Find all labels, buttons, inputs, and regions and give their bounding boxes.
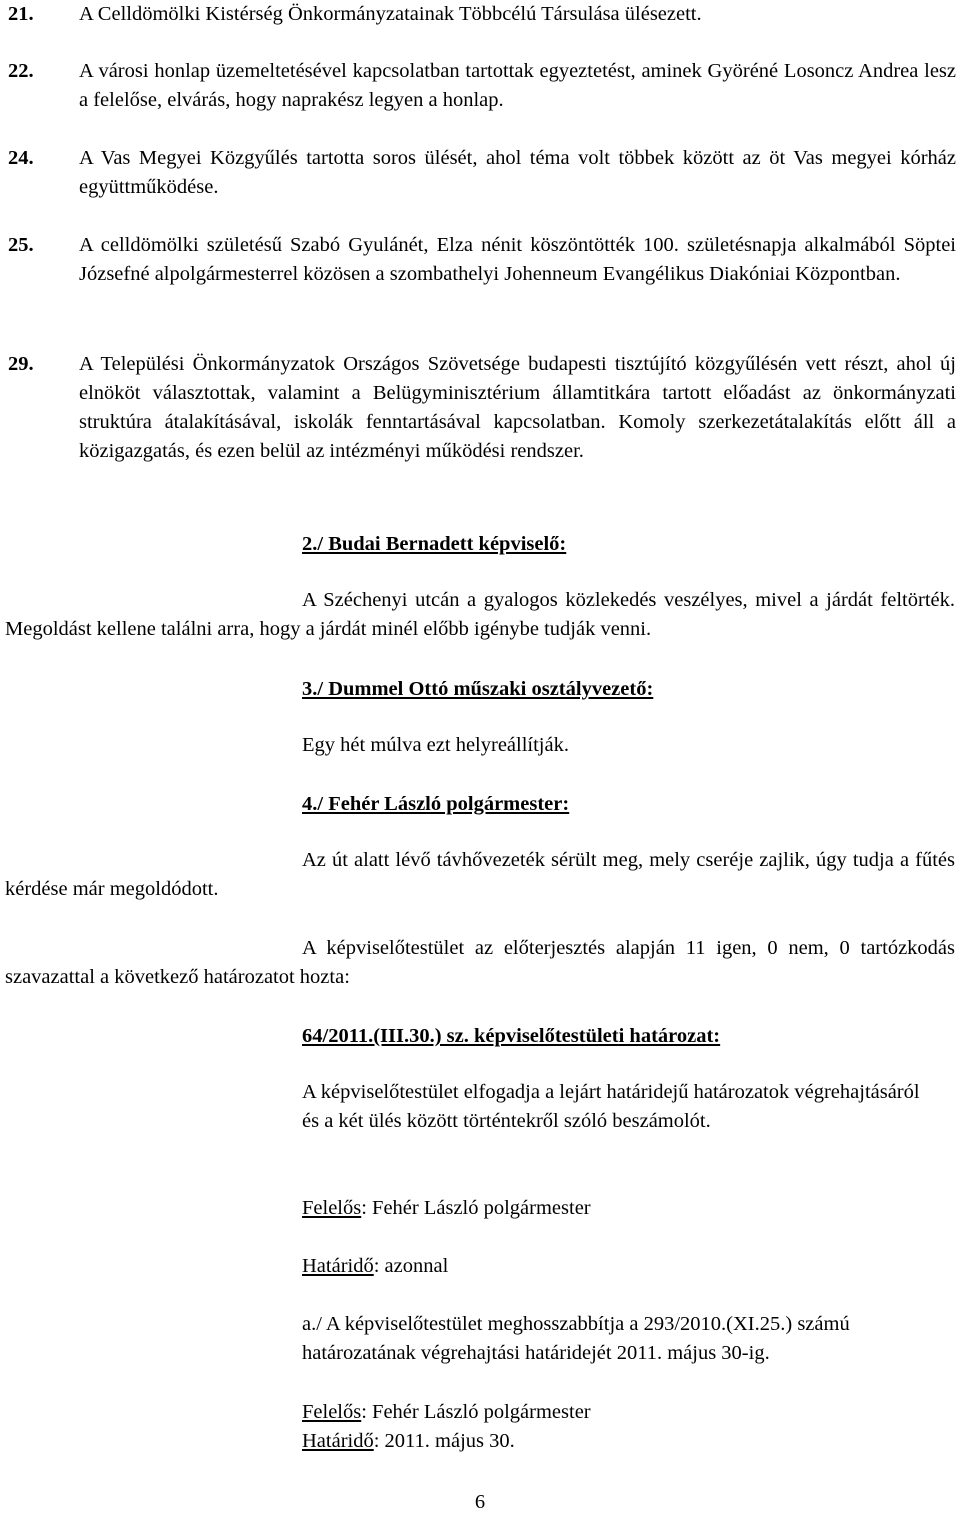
page-number: 6 xyxy=(474,1491,486,1513)
item-number: 22. xyxy=(8,60,34,82)
deadline-line xyxy=(302,1252,902,1281)
item-number: 29. xyxy=(8,353,34,375)
responsible-label: Felelős xyxy=(302,1401,362,1423)
deadline-label: Határidő xyxy=(302,1430,374,1452)
section-text-dummel: Egy hét múlva ezt helyreállítják. xyxy=(302,734,569,756)
item-number: 24. xyxy=(8,147,34,169)
section-heading-dummel: 3./ Dummel Ottó műszaki osztályvezető: xyxy=(302,678,654,700)
list-item xyxy=(8,350,956,466)
item-number: 25. xyxy=(8,234,34,256)
deadline-label: Határidő xyxy=(302,1255,374,1277)
section-text-feher: Az út alatt lévő távhővezeték sérült meg, mely cseréje zajlik, úgy tudja a fűtés kérdése már megoldódott. xyxy=(5,849,955,900)
item-number: 21. xyxy=(8,3,34,25)
resolution-subpoint-a: a./ A képviselőtestület meghosszabbítja a 293/2010.(XI.25.) számú határozatának végrehajtási határidejét 2011. május 30-ig. xyxy=(302,1313,850,1364)
item-text: A városi honlap üzemeltetésével kapcsolatban tartottak egyeztetést, aminek Györéné Losoncz Andrea lesz a felelőse, elvárás, hogy naprakész legyen a honlap. xyxy=(79,60,956,111)
section-text-budai: A Széchenyi utcán a gyalogos közlekedés veszélyes, mivel a járdát feltörték. Megoldást kellene találni arra, hogy a járdát minél előbb igénybe tudják venni. xyxy=(5,589,955,640)
section-heading-feher: 4./ Fehér László polgármester: xyxy=(302,793,570,815)
section-heading-budai: 2./ Budai Bernadett képviselő: xyxy=(302,533,567,555)
item-text: A celldömölki születésű Szabó Gyulánét, Elza nénit köszöntötték 100. születésnapja alkalmából Söptei Józsefné alpolgármesterrel közösen a szombathelyi Johenneum Evangélikus Diakóniai Központban. xyxy=(79,234,956,285)
item-text: A Települési Önkormányzatok Országos Szövetsége budapesti tisztújító közgyűlésén vett részt, ahol új elnököt választottak, valamint a Belügyminisztérium államtitkára tartott előadást az önkormányzati struktúra átalakításával, iskolák fenntartásával kapcsolatban. Komoly szerkezetátalakítás előtt áll a közigazgatás, és ezen belül az intézményi működési rendszer. xyxy=(79,353,956,462)
list-item xyxy=(8,144,956,202)
responsible-label: Felelős xyxy=(302,1197,362,1219)
item-text: A Celldömölki Kistérség Önkormányzatainak Többcélú Társulása ülésezett. xyxy=(79,3,702,25)
responsible-value: : Fehér László polgármester xyxy=(361,1197,591,1219)
responsible-line xyxy=(302,1194,902,1223)
deadline-line xyxy=(302,1427,902,1456)
vote-text: A képviselőtestület az előterjesztés alapján 11 igen, 0 nem, 0 tartózkodás szavazattal a következő határozatot hozta: xyxy=(5,937,955,988)
responsible-line xyxy=(302,1398,902,1427)
resolution-text: A képviselőtestület elfogadja a lejárt határidejű határozatok végrehajtásáról és a két ülés között történtekről szóló beszámolót. xyxy=(302,1081,920,1132)
deadline-value: : azonnal xyxy=(373,1255,449,1277)
resolution-heading: 64/2011.(III.30.) sz. képviselőtestületi határozat: xyxy=(302,1025,721,1047)
responsible-value: : Fehér László polgármester xyxy=(361,1401,591,1423)
list-item xyxy=(8,231,956,289)
list-item xyxy=(8,57,956,115)
deadline-value: : 2011. május 30. xyxy=(373,1430,515,1452)
item-text: A Vas Megyei Közgyűlés tartotta soros ülését, ahol téma volt többek között az öt Vas megyei kórház együttműködése. xyxy=(79,147,956,198)
list-item xyxy=(8,0,956,29)
